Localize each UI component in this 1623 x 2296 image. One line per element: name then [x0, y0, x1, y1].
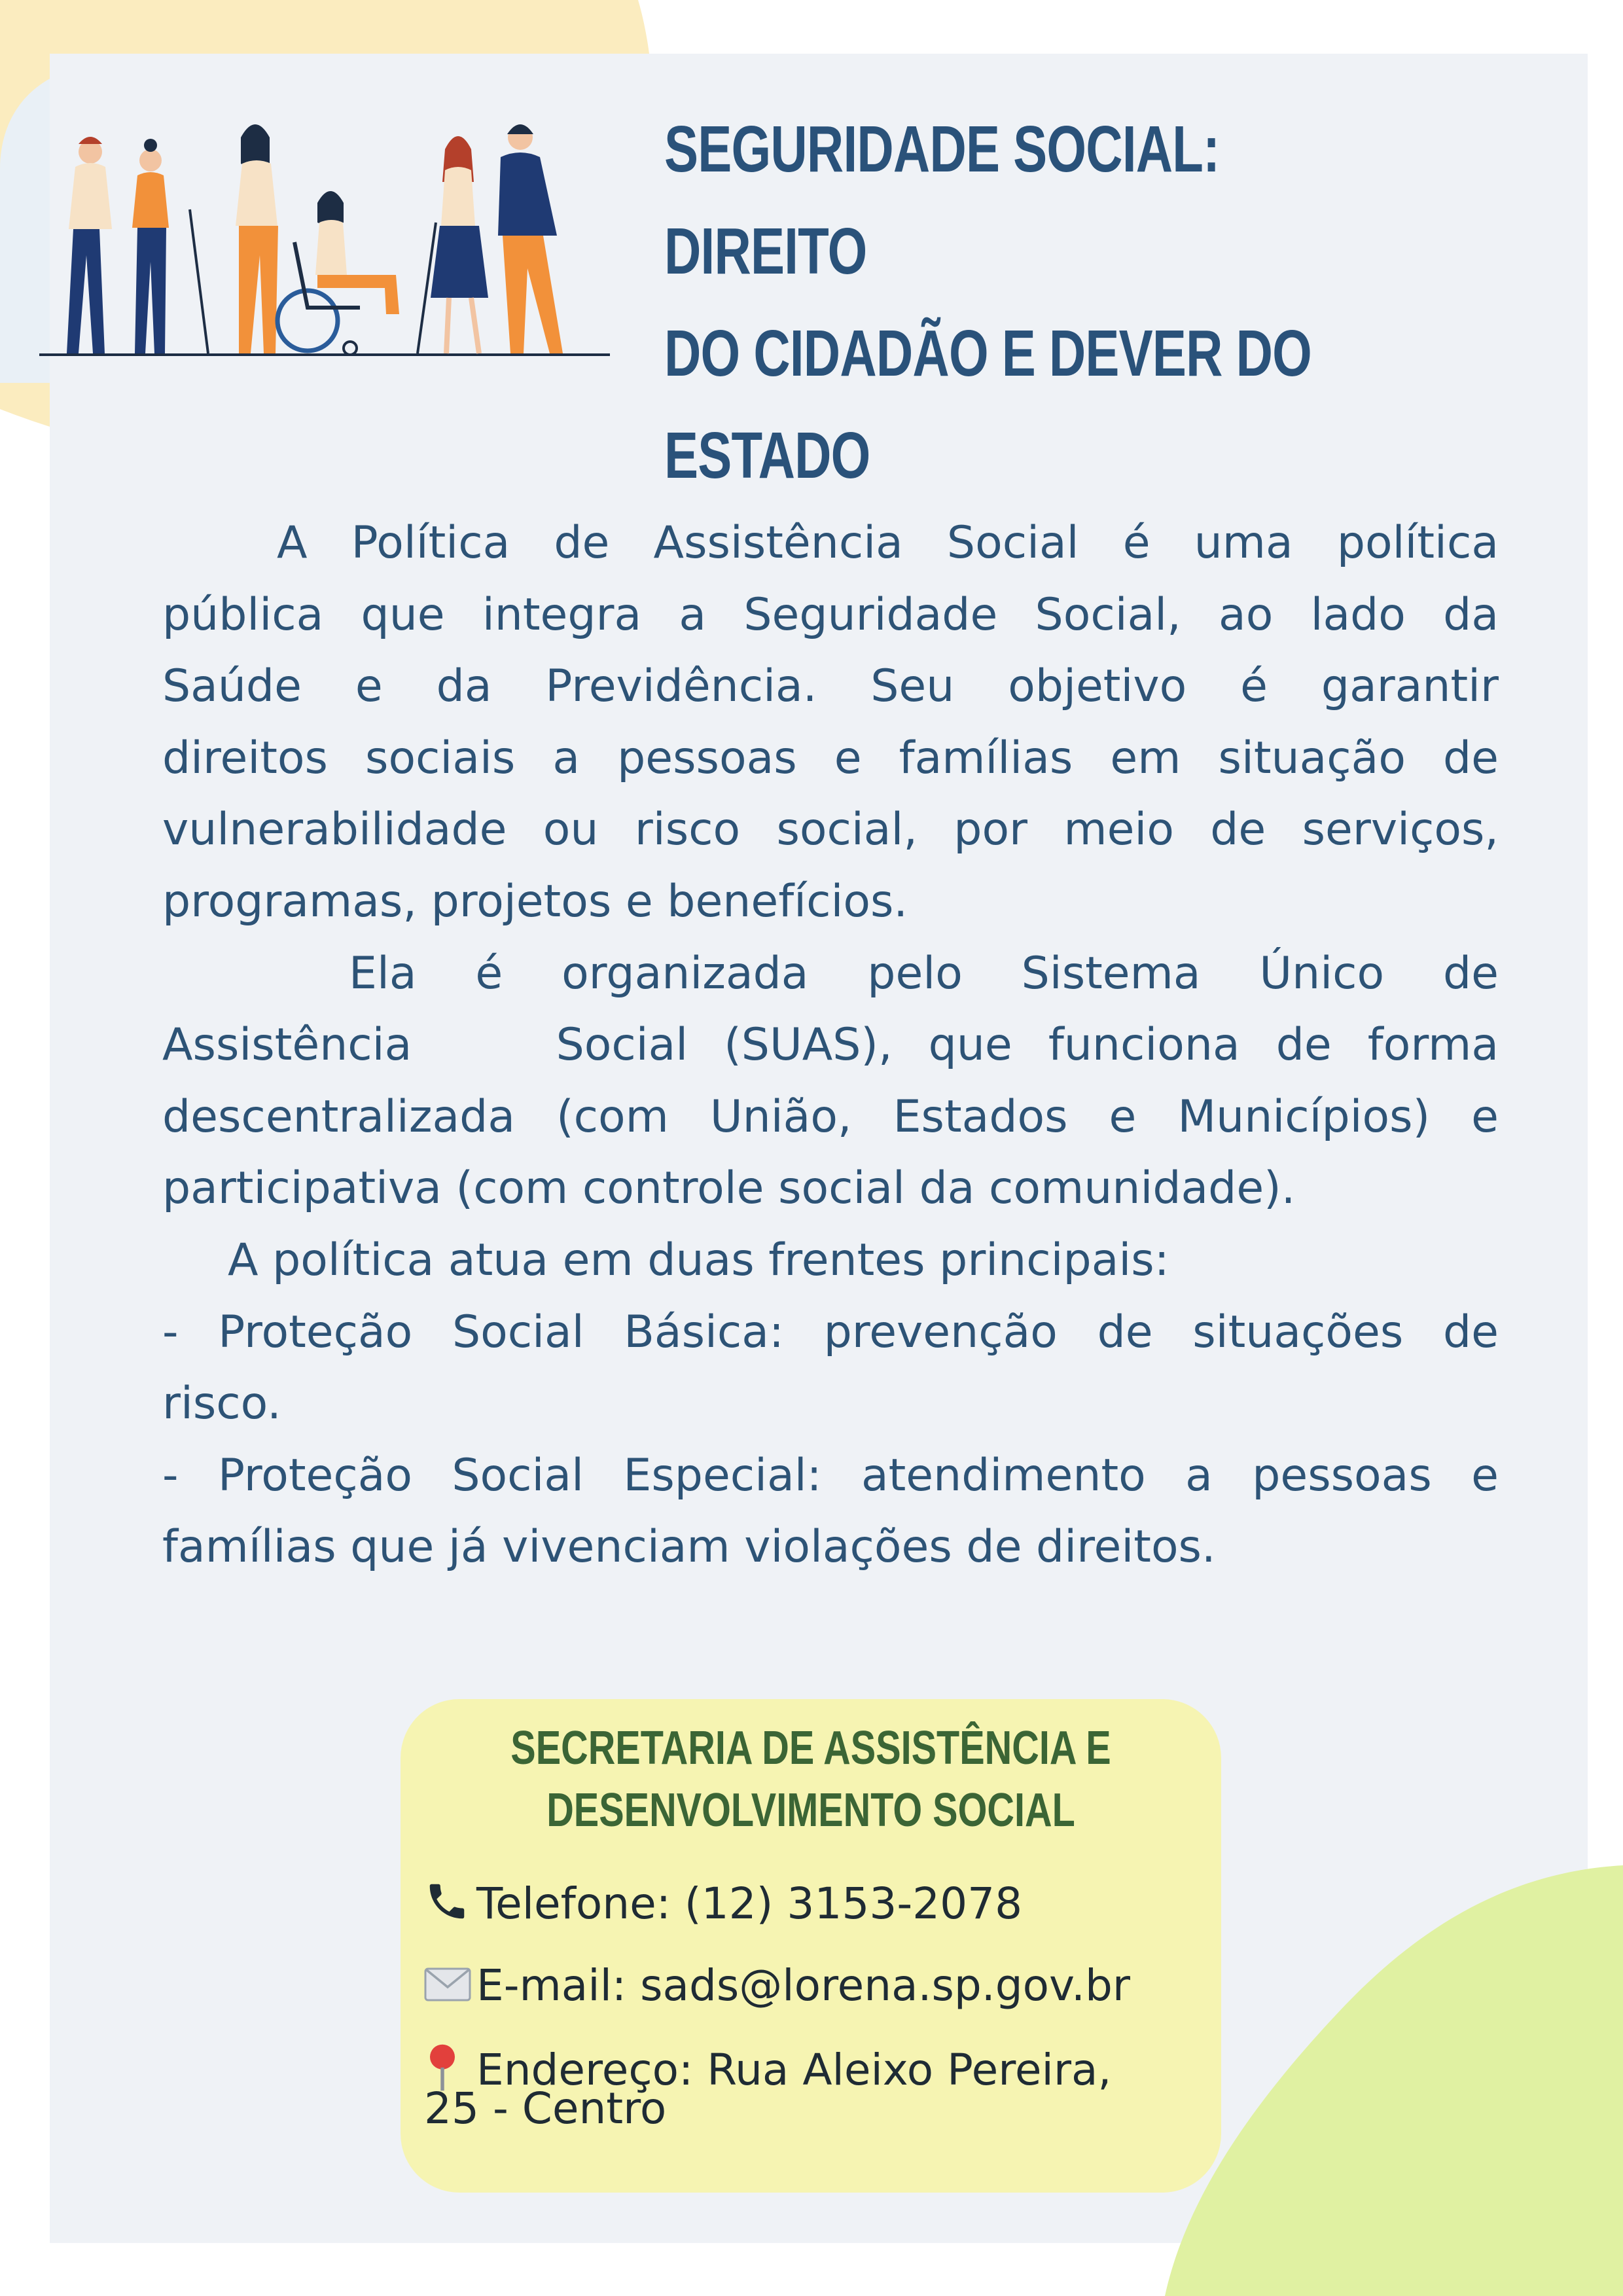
- paragraph-2-first-line: Ela é organizada pelo Sistema Único de: [349, 947, 1499, 999]
- contact-title-line: SECRETARIA DE ASSISTÊNCIA E: [510, 1722, 1111, 1774]
- phone-row: [424, 1878, 1022, 1935]
- contact-box: [401, 1699, 1221, 2193]
- bullet-special-protection-cont: famílias que já vivenciam violações de direitos.: [162, 1521, 1216, 1573]
- body-text: [162, 507, 1499, 1583]
- contact-title-line: DESENVOLVIMENTO SOCIAL: [546, 1784, 1075, 1837]
- paragraph-1-line: vulnerabilidade ou risco social, por meio de serviços,: [162, 804, 1499, 856]
- paragraph-2-line: descentralizada (com União, Estados e Municípios) e: [162, 1090, 1499, 1143]
- paragraph-1-first-line: A Política de Assistência Social é uma política: [277, 517, 1499, 569]
- paragraph-3: A política atua em duas frentes principais:: [228, 1234, 1169, 1286]
- people-with-disabilities-illustration: [39, 111, 615, 367]
- envelope-icon: [424, 1964, 476, 2013]
- paragraph-1-line: programas, projetos e benefícios.: [162, 875, 908, 927]
- phone-text[interactable]: Telefone: (12) 3153-2078: [476, 1878, 1023, 1929]
- bullet-special-protection: - Proteção Social Especial: atendimento a pessoas e: [162, 1449, 1499, 1501]
- paragraph-2-line: participativa (com controle social da comunidade).: [162, 1162, 1296, 1215]
- paragraph-1-line: direitos sociais a pessoas e famílias em situação de: [162, 732, 1499, 784]
- address-text-cont: 25 - Centro: [424, 2083, 667, 2134]
- contact-title: [401, 1717, 1221, 1842]
- email-link[interactable]: E-mail: sads@lorena.sp.gov.br: [476, 1960, 1130, 2011]
- bullet-basic-protection-cont: risco.: [162, 1378, 281, 1430]
- phone-icon: [424, 1878, 476, 1935]
- address-text: Endereço: Rua Aleixo Pereira,: [476, 2045, 1112, 2096]
- paragraph-1-line: Saúde e da Previdência. Seu objetivo é garantir: [162, 660, 1499, 713]
- paragraph-1-line: pública que integra a Seguridade Social, ao lado da: [162, 588, 1499, 641]
- page-title: SEGURIDADE SOCIAL: DIREITO DO CIDADÃO E DEVER DO ESTADO: [664, 113, 1312, 492]
- address-row-cont: [424, 2084, 666, 2134]
- paragraph-2-line: Assistência Social (SUAS), que funciona de forma: [162, 1019, 1499, 1071]
- email-row: [424, 1961, 1130, 2013]
- green-blob-decoration: [1165, 1865, 1623, 2296]
- bullet-basic-protection: - Proteção Social Básica: prevenção de situações de: [162, 1306, 1499, 1358]
